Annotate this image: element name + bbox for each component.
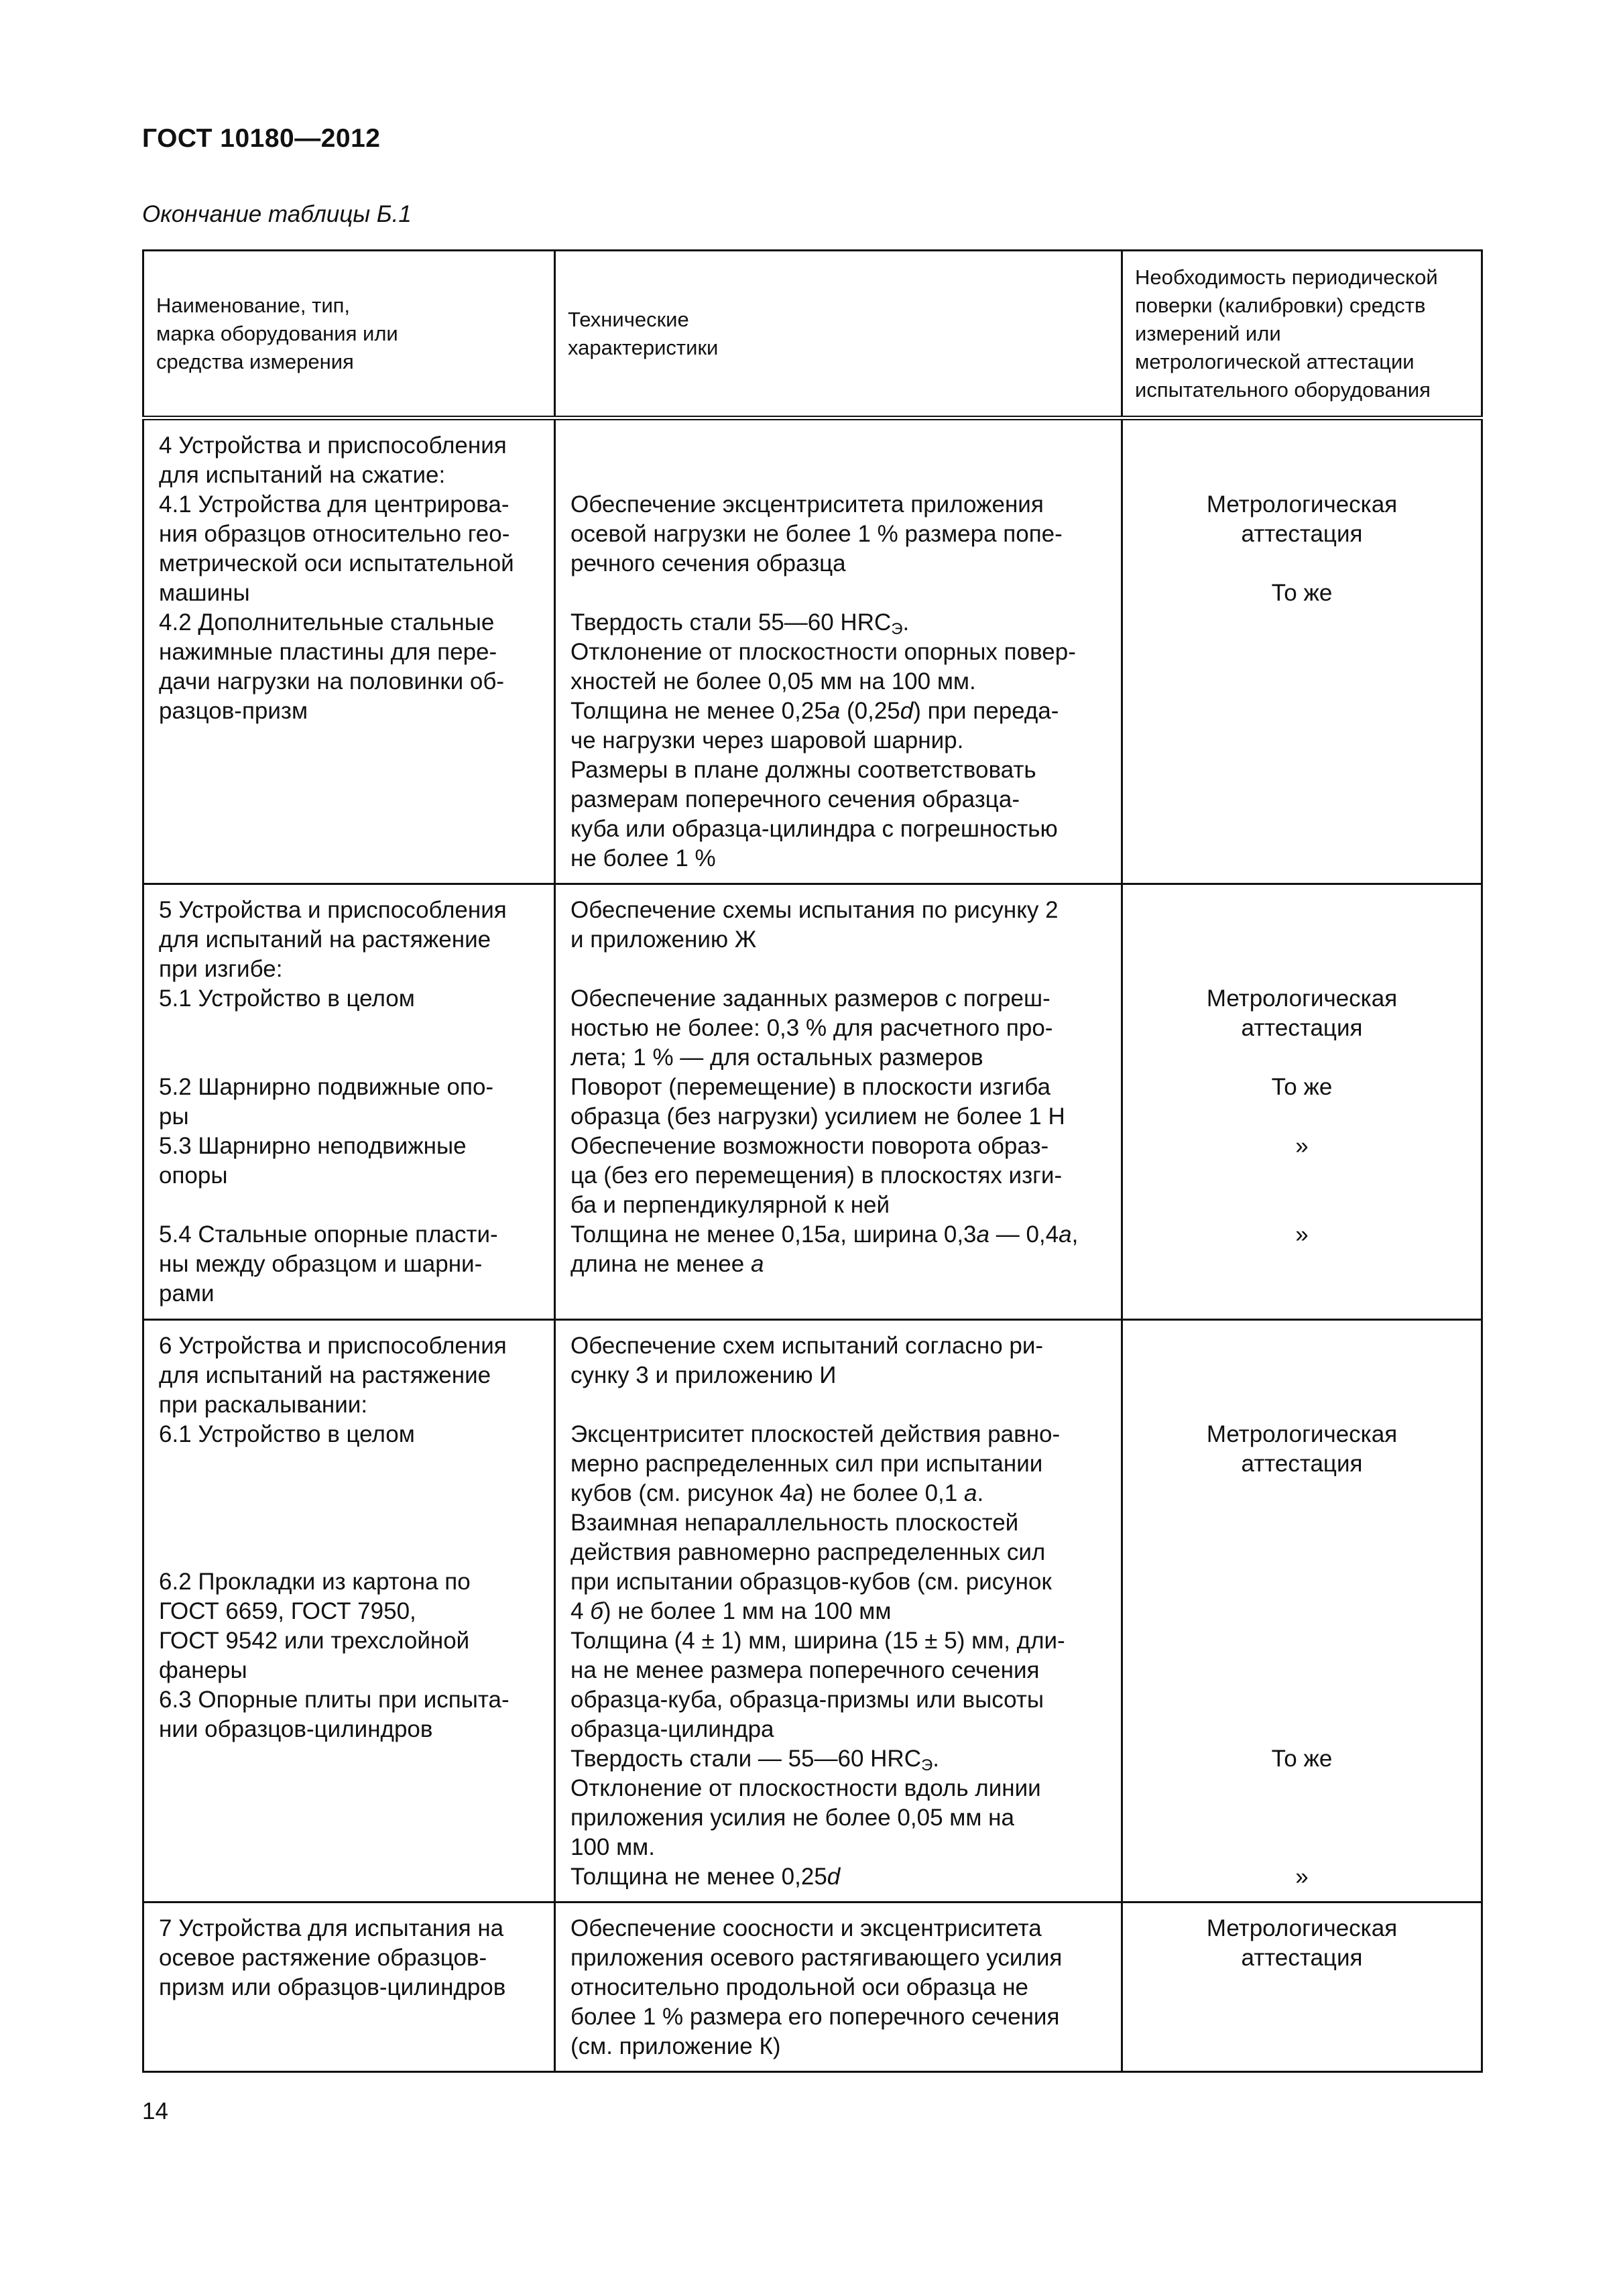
characteristics-cell bbox=[555, 1902, 1122, 2072]
equipment-name-cell bbox=[143, 1320, 555, 1902]
verification-value: » bbox=[1295, 1133, 1309, 1159]
page-number: 14 bbox=[142, 2098, 168, 2124]
verification-cell bbox=[1122, 1902, 1482, 2072]
table-row bbox=[143, 884, 1482, 1320]
characteristic-text: Эксцентриситет плоскостей действия равно- мерно распределенных сил при испытании кубов (см. рисунок 4a) не более 0,1 a. Взаимная непараллельность плоскостей действия равномерно распределенных сил при испытании образцов-кубов (см. рисунок 4 б) не более 1 мм на 100 мм Толщина (4 ± 1) мм, ширина (15 ± 5) мм, дли- на не менее размера поперечного сечения образца-куба, образца-призмы или высоты образца-цилиндра Твердость стали — 55—60 $HRC_Э$. Отклонение от плоскостности вдоль линии приложения усилия не более 0,05 мм на 100 мм. Толщина не менее 0,25d bbox=[570, 1421, 1065, 1890]
verification-value: То же bbox=[1271, 1074, 1333, 1100]
characteristics-cell bbox=[555, 884, 1122, 1320]
row-heading: 4 Устройства и приспособления для испытаний на сжатие: bbox=[159, 432, 507, 488]
verification-value: Метрологическая аттестация bbox=[1206, 1421, 1398, 1477]
row-heading: 6 Устройства и приспособления для испытаний на растяжение при раскалывании: 6.1 Устройство в целом bbox=[159, 1333, 507, 1447]
verification-value: То же bbox=[1271, 1746, 1333, 1772]
verification-cell bbox=[1122, 884, 1482, 1320]
verification-value: Метрологическая аттестация bbox=[1206, 985, 1398, 1041]
equipment-name-cell bbox=[143, 1902, 555, 2072]
table-row bbox=[143, 1902, 1482, 2072]
characteristic-text: Обеспечение эксцентриситета приложения осевой нагрузки не более 1 % размера попе- речного сечения образца bbox=[570, 491, 1063, 577]
table-row bbox=[143, 1320, 1482, 1902]
equipment-name-cell bbox=[143, 418, 555, 884]
equipment-name-cell bbox=[143, 884, 555, 1320]
characteristic-text: Обеспечение схемы испытания по рисунку 2 и приложению Ж bbox=[570, 897, 1059, 953]
equipment-item: 4.1 Устройства для центрирова- ния образцов относительно гео- метрической оси испытательной машины bbox=[159, 491, 514, 606]
row-heading: 5 Устройства и приспособления для испытаний на растяжение при изгибе: 5.1 Устройство в целом bbox=[159, 897, 507, 1012]
verification-value: » bbox=[1295, 1221, 1309, 1248]
verification-cell bbox=[1122, 1320, 1482, 1902]
equipment-item: 5.2 Шарнирно подвижные опо- ры 5.3 Шарнирно неподвижные опоры bbox=[159, 1074, 494, 1189]
verification-cell bbox=[1122, 418, 1482, 884]
equipment-item: 6.2 Прокладки из картона по ГОСТ 6659, ГОСТ 7950, ГОСТ 9542 или трехслойной фанеры 6.3 Опорные плиты при испыта- нии образцов-цилиндров bbox=[159, 1569, 509, 1742]
verification-value: » bbox=[1295, 1864, 1309, 1890]
characteristic-text: Твердость стали 55—60 $HRC_Э$. Отклонение от плоскостности опорных повер- хностей не более 0,05 мм на 100 мм. Толщина не менее 0,25a (0,25d) при переда- че нагрузки через шаровой шарнир. Размеры в плане должны соответствовать размерам поперечного сечения образца- куба или образца-цилиндра с погрешностью не более 1 % bbox=[570, 609, 1076, 871]
verification-value: Метрологическая аттестация bbox=[1206, 1915, 1398, 1971]
characteristic-text: Обеспечение заданных размеров с погреш- ностью не более: 0,3 % для расчетного про- лета; 1 % — для остальных размеров Поворот (перемещение) в плоскости изгиба образца (без нагрузки) усилием не более 1 Н Обеспечение возможности поворота образ- ца (без его перемещения) в плоскостях изги- ба и перпендикулярной к ней Толщина не менее 0,15a, ширина 0,3a — 0,4a, длина не менее a bbox=[570, 985, 1079, 1277]
characteristics-cell bbox=[555, 1320, 1122, 1902]
table-row bbox=[143, 418, 1482, 884]
table-caption: Окончание таблицы Б.1 bbox=[142, 201, 412, 227]
verification-value: Метрологическая аттестация bbox=[1206, 491, 1398, 547]
equipment-item: 5.4 Стальные опорные пласти- ны между образцом и шарни- рами bbox=[159, 1221, 498, 1307]
characteristic-text: Обеспечение соосности и эксцентриситета приложения осевого растягивающего усилия относительно продольной оси образца не более 1 % размера его поперечного сечения (см. приложение К) bbox=[570, 1915, 1063, 2059]
equipment-item: 4.2 Дополнительные стальные нажимные пластины для пере- дачи нагрузки на половинки об- разцов-призм bbox=[159, 609, 505, 724]
column-header-verification-requirement: Необходимость периодической поверки (калибровки) средств измерений или метрологической аттестации испытательного оборудования bbox=[1122, 251, 1482, 418]
verification-value: То же bbox=[1271, 580, 1333, 606]
characteristics-cell bbox=[555, 418, 1122, 884]
equipment-table bbox=[142, 249, 1483, 2073]
document-code: ГОСТ 10180—2012 bbox=[142, 124, 381, 153]
column-header-technical-characteristics: Технические характеристики bbox=[555, 251, 1122, 418]
table-header-row bbox=[143, 251, 1482, 418]
column-header-equipment-name: Наименование, тип, марка оборудования или средства измерения bbox=[143, 251, 555, 418]
equipment-item: 7 Устройства для испытания на осевое растяжение образцов- призм или образцов-цилиндров bbox=[159, 1915, 506, 2000]
characteristic-text: Обеспечение схем испытаний согласно ри- сунку 3 и приложению И bbox=[570, 1333, 1044, 1388]
